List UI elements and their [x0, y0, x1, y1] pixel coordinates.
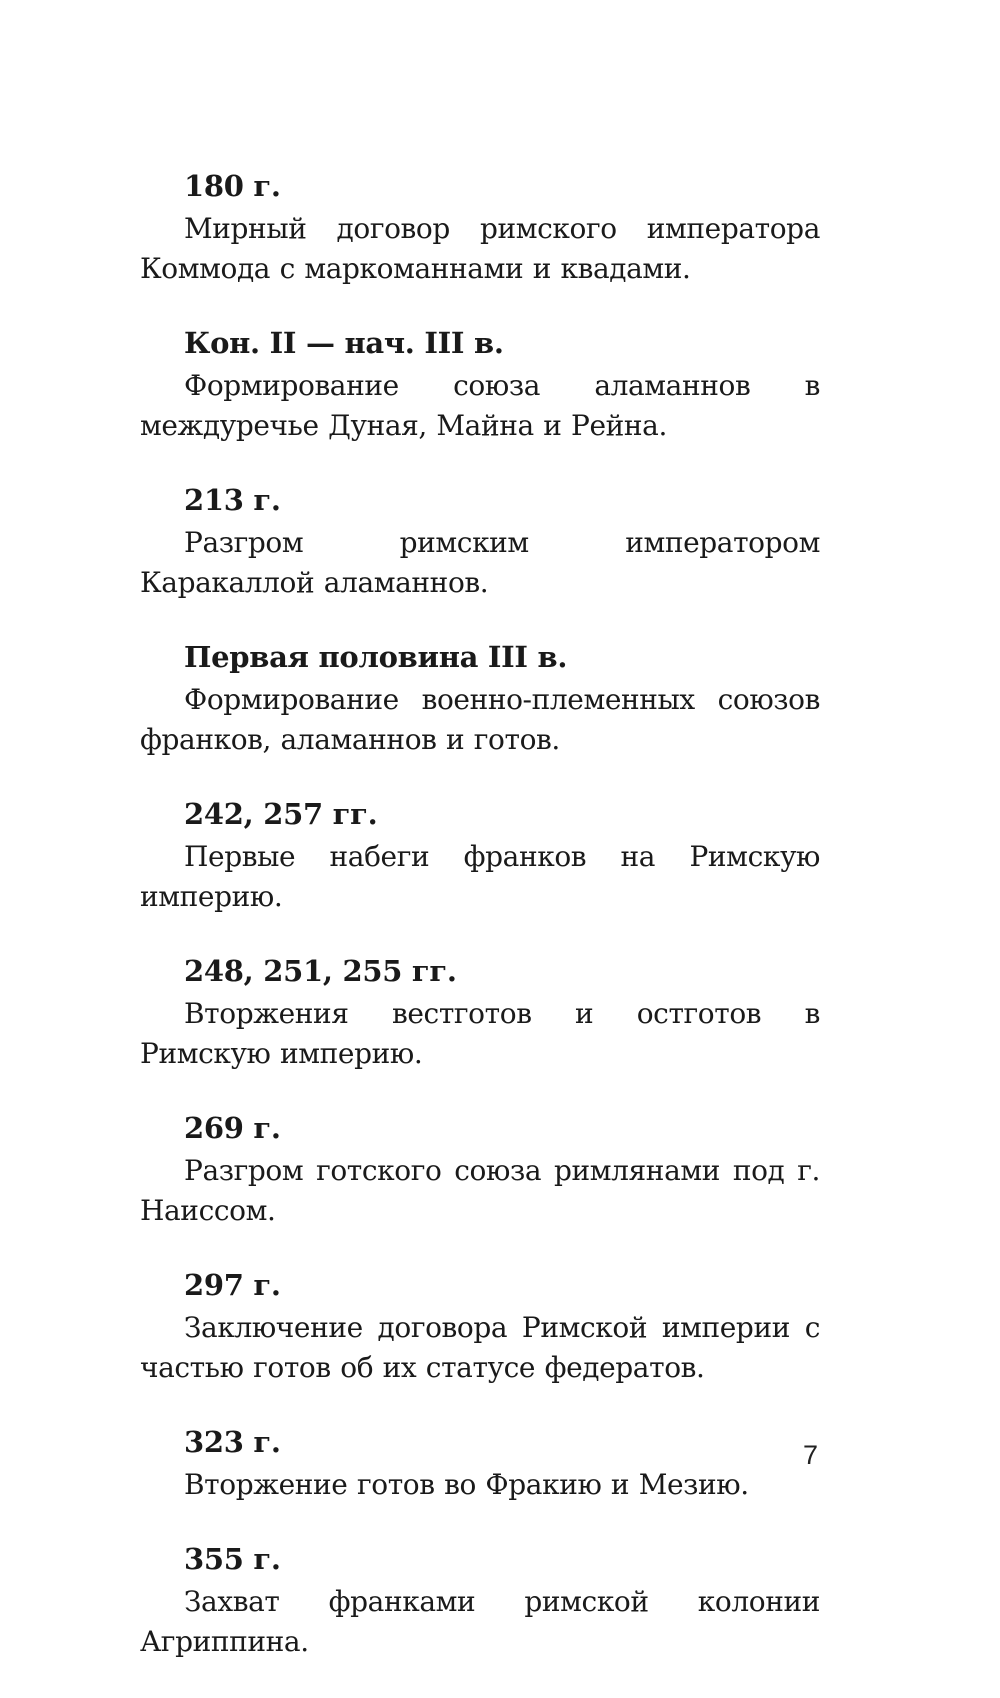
chronology-entry	[140, 1110, 820, 1231]
chronology-entry	[140, 1541, 820, 1662]
chronology-entry	[140, 1424, 820, 1505]
entry-date: 297 г.	[184, 1268, 281, 1302]
chronology-entry	[140, 639, 820, 760]
entry-text: Мирный договор римского императора Коммода с маркоманнами и квадами.	[140, 212, 820, 285]
entry-text: Первые набеги франков на Римскую империю.	[140, 840, 820, 913]
chronology-entry	[140, 796, 820, 917]
entry-date: 355 г.	[184, 1542, 281, 1576]
entry-date: 248, 251, 255 гг.	[184, 954, 457, 988]
chronology-entry	[140, 482, 820, 603]
chronology-entry	[140, 953, 820, 1074]
entry-text: Заключение договора Римской империи с частью готов об их статусе федератов.	[140, 1311, 820, 1384]
page-number: 7	[802, 1440, 818, 1470]
entry-text: Вторжения вестготов и остготов в Римскую империю.	[140, 997, 820, 1070]
entry-date: 323 г.	[184, 1425, 281, 1459]
chronology-page	[140, 168, 820, 1698]
entry-date: 213 г.	[184, 483, 281, 517]
entry-date: Кон. II — нач. III в.	[184, 326, 504, 360]
entry-date: Первая половина III в.	[184, 640, 568, 674]
chronology-entry	[140, 1267, 820, 1388]
chronology-entry	[140, 168, 820, 289]
entry-text: Формирование военно-племенных союзов франков, аламаннов и готов.	[140, 683, 820, 756]
entry-text: Формирование союза аламаннов в междуречье Дуная, Майна и Рейна.	[140, 369, 820, 442]
entry-text: Разгром римским императором Каракаллой аламаннов.	[140, 526, 820, 599]
chronology-entry	[140, 325, 820, 446]
entry-text: Вторжение готов во Фракию и Мезию.	[184, 1468, 749, 1501]
entry-date: 180 г.	[184, 169, 281, 203]
entry-date: 269 г.	[184, 1111, 281, 1145]
entry-text: Захват франками римской колонии Агриппина.	[140, 1585, 820, 1658]
entry-date: 242, 257 гг.	[184, 797, 378, 831]
entry-text: Разгром готского союза римлянами под г. Наиссом.	[140, 1154, 820, 1227]
